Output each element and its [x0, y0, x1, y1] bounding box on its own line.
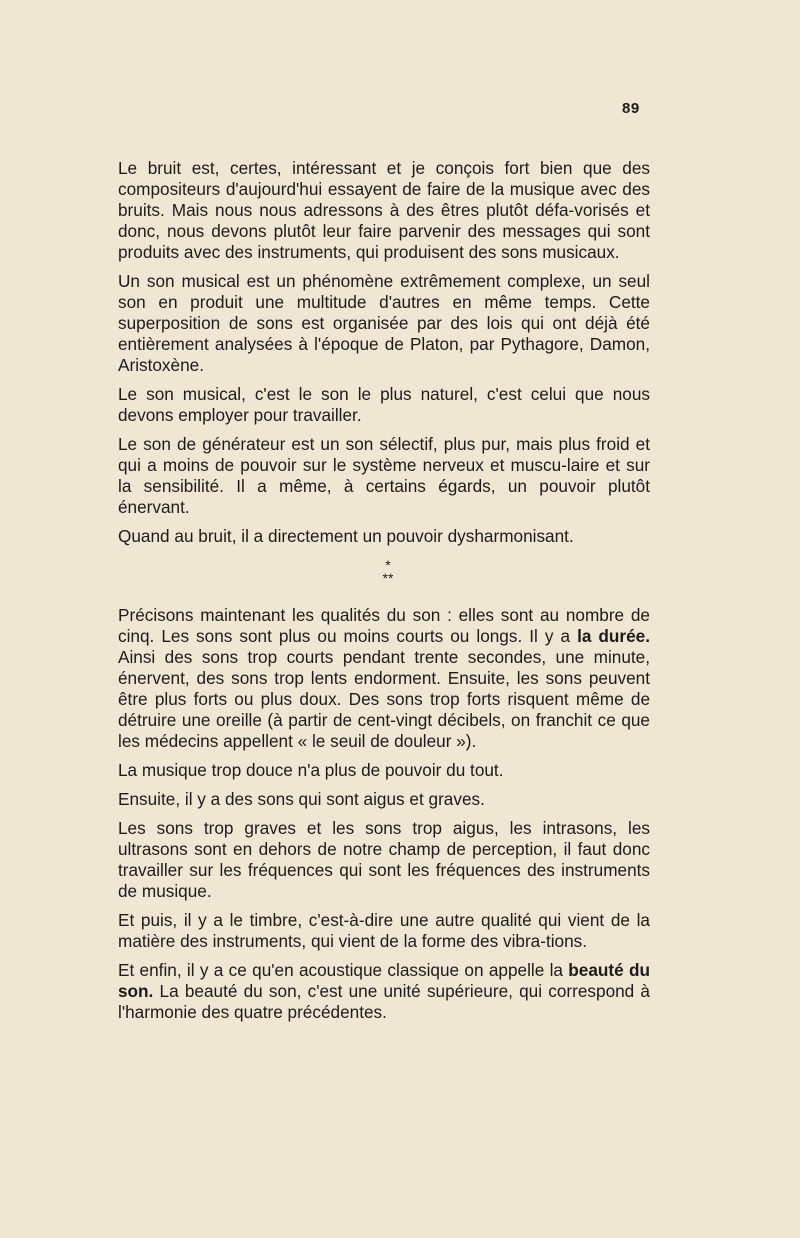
paragraph-dysharmonisant: Quand au bruit, il a directement un pouvoir dysharmonisant. — [118, 526, 574, 546]
page-number: 89 — [622, 100, 640, 117]
paragraph-son-musical: Un son musical est un phénomène extrêmement complexe, un seul son en produit une multitude d'autres en même temps. Cette superposition de sons est organisée par des lois qui ont déjà été entièrement analysées à l'époque de Platon, par Pythagore, Damon, Aristoxène. — [118, 271, 650, 375]
paragraph-musique-douce: La musique trop douce n'a plus de pouvoir du tout. — [118, 760, 504, 780]
duree-text-before: Précisons maintenant les qualités du son : elles sont au nombre de cinq. Les sons sont plus ou moins courts ou longs. Il y a — [118, 605, 650, 646]
body-text — [118, 158, 650, 1031]
duree-text-after: Ainsi des sons trop courts pendant trente secondes, une minute, énervent, des sons trop lents endorment. Ensuite, les sons peuvent être plus forts ou plus doux. Des sons trop forts risquent même de détruire une oreille (à partir de cent-vingt décibels, on franchit ce que les médecins appellent « le seuil de douleur »). — [118, 647, 650, 751]
asterism-bottom: ** — [382, 570, 394, 586]
beaute-text-after: La beauté du son, c'est une unité supérieure, qui correspond à l'harmonie des quatre précédentes. — [118, 981, 650, 1022]
paragraph-aigus-graves: Ensuite, il y a des sons qui sont aigus et graves. — [118, 789, 485, 809]
paragraph-frequences: Les sons trop graves et les sons trop aigus, les intrasons, les ultrasons sont en dehors de notre champ de perception, il faut donc travailler sur les fréquences qui sont les fréquences des instruments de musique. — [118, 818, 650, 901]
paragraph-beaute — [118, 960, 650, 1023]
paragraph-duree — [118, 605, 650, 752]
duree-bold-term: la durée. — [577, 626, 650, 646]
paragraph-bruit: Le bruit est, certes, intéressant et je conçois fort bien que des compositeurs d'aujourd'hui essayent de faire de la musique avec des bruits. Mais nous nous adressons à des êtres plutôt défa-vorisés et donc, nous devons plutôt leur faire parvenir des messages qui sont produits avec des instruments, qui produisent des sons musicaux. — [118, 158, 650, 262]
paragraph-timbre: Et puis, il y a le timbre, c'est-à-dire une autre qualité qui vient de la matière des instruments, qui vient de la forme des vibra-tions. — [118, 910, 650, 951]
paragraph-generateur: Le son de générateur est un son sélectif, plus pur, mais plus froid et qui a moins de pouvoir sur le système nerveux et muscu-laire et sur la sensibilité. Il a même, à certains égards, un pouvoir plutôt énervant. — [118, 434, 650, 517]
beaute-bold-term: beauté du son. — [118, 960, 650, 1001]
asterism-top: * — [385, 557, 391, 573]
paragraph-son-naturel: Le son musical, c'est le son le plus naturel, c'est celui que nous devons employer pour travailler. — [118, 384, 650, 425]
asterism-divider — [118, 559, 650, 585]
beaute-text-before: Et enfin, il y a ce qu'en acoustique classique on appelle la — [118, 960, 569, 980]
